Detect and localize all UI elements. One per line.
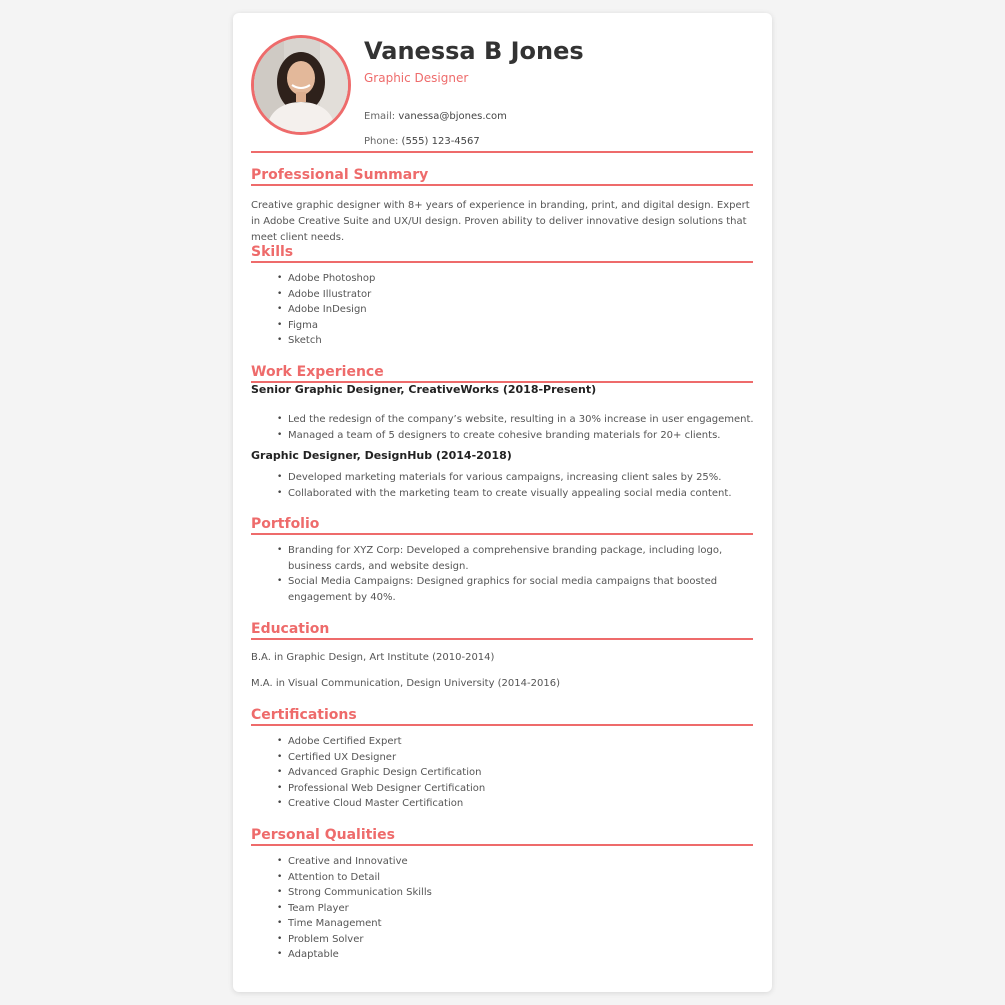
job-title-1: Senior Graphic Designer, CreativeWorks (2018-Present) bbox=[251, 383, 597, 396]
list-item: • Strong Communication Skills bbox=[288, 885, 790, 901]
list-item: • Adobe Illustrator bbox=[288, 287, 790, 303]
resume-page bbox=[233, 13, 772, 992]
list-item: • Problem Solver bbox=[288, 932, 790, 948]
list-item: • Time Management bbox=[288, 916, 790, 932]
list-item: • Figma bbox=[288, 318, 790, 334]
list-item: • Adobe Certified Expert bbox=[288, 734, 790, 750]
profile-photo bbox=[251, 35, 351, 135]
job-title: Graphic Designer bbox=[364, 71, 469, 85]
education-item: B.A. in Graphic Design, Art Institute (2010-2014) bbox=[251, 652, 495, 663]
job-1-bullets bbox=[251, 412, 790, 443]
list-item: • Sketch bbox=[288, 333, 790, 349]
education-item: M.A. in Visual Communication, Design University (2014-2016) bbox=[251, 678, 560, 689]
skills-list bbox=[251, 271, 790, 349]
job-2-bullets bbox=[251, 470, 790, 501]
email-value: vanessa@bjones.com bbox=[398, 111, 507, 122]
list-item: • Creative Cloud Master Certification bbox=[288, 796, 790, 812]
phone-label: Phone: bbox=[364, 136, 399, 147]
portfolio-list bbox=[251, 543, 763, 605]
phone-value: (555) 123-4567 bbox=[401, 136, 480, 147]
list-item: • Creative and Innovative bbox=[288, 854, 790, 870]
list-item: • Adobe InDesign bbox=[288, 302, 790, 318]
list-item: • Team Player bbox=[288, 901, 790, 917]
list-item: • Professional Web Designer Certification bbox=[288, 781, 790, 797]
section-heading-experience: Work Experience bbox=[251, 364, 753, 383]
list-item: • Advanced Graphic Design Certification bbox=[288, 765, 790, 781]
list-item: • Attention to Detail bbox=[288, 870, 790, 886]
list-item: • Branding for XYZ Corp: Developed a comprehensive branding package, including logo, business cards, and website design. bbox=[288, 543, 763, 574]
section-heading-certifications: Certifications bbox=[251, 707, 753, 726]
contact-email bbox=[364, 111, 507, 122]
list-item: • Adobe Photoshop bbox=[288, 271, 790, 287]
section-heading-qualities: Personal Qualities bbox=[251, 827, 753, 846]
section-heading-skills: Skills bbox=[251, 244, 753, 263]
qualities-list bbox=[251, 854, 790, 963]
section-heading-education: Education bbox=[251, 621, 753, 640]
list-item: • Led the redesign of the company’s website, resulting in a 30% increase in user engagement. bbox=[288, 412, 790, 428]
section-heading-summary: Professional Summary bbox=[251, 167, 753, 186]
list-item: • Adaptable bbox=[288, 947, 790, 963]
list-item: • Social Media Campaigns: Designed graphics for social media campaigns that boosted engagement by 40%. bbox=[288, 574, 763, 605]
email-label: Email: bbox=[364, 111, 396, 122]
certifications-list bbox=[251, 734, 790, 812]
contact-phone bbox=[364, 136, 480, 147]
list-item: • Collaborated with the marketing team to create visually appealing social media content. bbox=[288, 486, 790, 502]
summary-text: Creative graphic designer with 8+ years of experience in branding, print, and digital design. Expert in Adobe Creative Suite and UX/UI design. Proven ability to deliver innovative design solutions that meet client needs. bbox=[251, 200, 750, 243]
job-title-2: Graphic Designer, DesignHub (2014-2018) bbox=[251, 449, 512, 462]
profile-photo-image bbox=[254, 38, 348, 132]
section-heading-portfolio: Portfolio bbox=[251, 516, 753, 535]
resume-header bbox=[251, 33, 753, 153]
list-item: • Certified UX Designer bbox=[288, 750, 790, 766]
candidate-name: Vanessa B Jones bbox=[364, 37, 584, 65]
list-item: • Developed marketing materials for various campaigns, increasing client sales by 25%. bbox=[288, 470, 790, 486]
list-item: • Managed a team of 5 designers to create cohesive branding materials for 20+ clients. bbox=[288, 428, 790, 444]
